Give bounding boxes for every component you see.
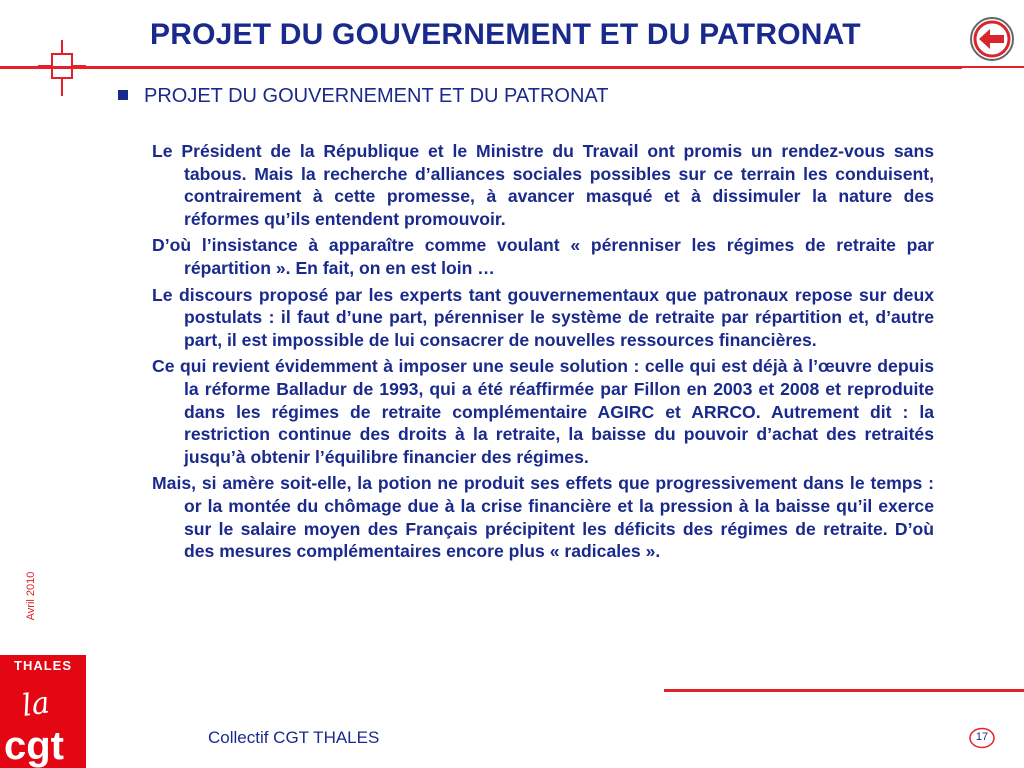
date-label — [18, 568, 44, 628]
back-button[interactable] — [966, 14, 1018, 64]
thales-wordmark: THALES — [14, 658, 72, 673]
paragraph: Ce qui revient évidemment à imposer une seule solution : celle qui est déjà à l’œuvre depuis la réforme Balladur de 1993, qui a été réaffirmée par Fillon en 2003 et 2008 et reproduite dans les régimes de retraite complémentaire AGIRC et ARRCO. Autrement dit : la restriction continue des droits à la retraite, la baisse du pouvoir d’achat des retraités jusqu’à obtenir l’équilibre financier des régimes. — [152, 356, 934, 467]
paragraph: Le discours proposé par les experts tant gouvernementaux que patronaux repose sur deux postulats : il faut d’une part, pérenniser le système de retraite par répartition et, d’autre part, il est impossible de lui consacrer de nouvelles ressources financières. — [152, 284, 934, 350]
paragraph: Le Président de la République et le Ministre du Travail ont promis un rendez-vous sans tabous. Mais la recherche d’alliances sociales possibles sur ce terrain les conduisent, contrairement à cette promesse, à avancer masqué et à dissimuler la nature des réformes qu’ils entendent promouvoir. — [152, 141, 934, 229]
page-number-badge — [968, 727, 996, 749]
page-number: 17 — [975, 731, 989, 743]
section-heading-text: PROJET DU GOUVERNEMENT ET DU PATRONAT — [144, 85, 609, 107]
left-arrow-circle-icon — [966, 14, 1018, 64]
footer-text: Collectif CGT THALES — [208, 728, 380, 747]
header-rule — [0, 66, 962, 69]
section-heading — [118, 85, 609, 108]
cgt-wordmark: cgt — [4, 724, 64, 768]
paragraph: D’où l’insistance à apparaître comme voulant « pérenniser les régimes de retraite par répartition ». En fait, on en est loin … — [152, 235, 934, 278]
cgt-thales-logo — [0, 655, 86, 768]
footer-rule — [664, 689, 1024, 692]
date-text: Avril 2010 — [25, 571, 37, 621]
header-rule-right — [962, 66, 1024, 68]
body-text — [152, 140, 934, 567]
page-title: PROJET DU GOUVERNEMENT ET DU PATRONAT — [150, 18, 861, 51]
paragraph: Mais, si amère soit-elle, la potion ne produit ses effets que progressivement dans le temps : or la montée du chômage due à la crise financière et la pression à la baisse qu’il exerce sur le salaire moyen des Français précipitent les déficits des régimes de retraite. D’où des mesures complémentaires encore plus « radicales ». — [152, 473, 934, 562]
la-script: la — [19, 685, 52, 724]
cgt-logo-icon — [0, 655, 86, 768]
square-bullet-icon — [118, 90, 128, 100]
